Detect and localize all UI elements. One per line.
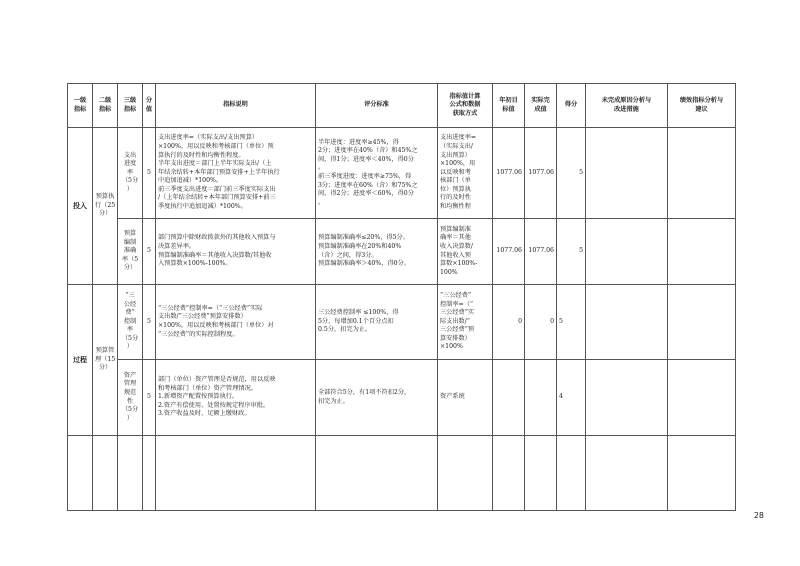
header-l3: 三级 指标: [118, 84, 143, 128]
row-target: [493, 360, 525, 436]
row-target: 0: [493, 285, 525, 360]
header-got: 得分: [557, 84, 586, 128]
table-row-empty: [68, 436, 736, 511]
header-reason: 未完成原因分析与 改进措施: [586, 84, 668, 128]
row-score: 5: [143, 360, 156, 436]
row-reason: [586, 360, 668, 436]
row-target: 1077.06: [493, 219, 525, 285]
header-actual: 实际完 成值: [525, 84, 557, 128]
row-suggest: [668, 360, 736, 436]
row-name: 资产 管理 规范 性 （5分 ）: [118, 360, 143, 436]
row-got: 5: [557, 128, 586, 219]
performance-table: [67, 83, 736, 511]
row-method: 预算编制准 确率＝其他 收入决算数/ 其他收入预 算数×100%- 100%: [438, 219, 493, 285]
row-desc: 支出进度率=（实际支出/支出预算） ×100%，用以反映和考核部门（单位）预 算执行的及时性和均衡性程度。 半年支出进度＝部门上半年实际支出/（上 年结余结转+本年部门预算安排+上半年执行 中追加追减）*100%。 前三季度支出进度＝部门前三季度实际支出 /（上年结余结转+本年部门预算安排+前三 季度执行中追加追减）*100%。: [156, 128, 316, 219]
page-number: 28: [753, 511, 764, 520]
row-method: “三公经费” 控制率=（“ 三公经费”实 际支出数/“ 三公经费”预 算安排数） ×100%: [438, 285, 493, 360]
row-criteria: 全部符合5分，有1项不符扣2分， 扣完为止。: [316, 360, 438, 436]
header-l2: 二级 指标: [93, 84, 118, 128]
row-score: 5: [143, 285, 156, 360]
header-criteria: 评分标准: [316, 84, 438, 128]
level2-budget-exec: 预算执 行（25 分）: [93, 128, 118, 285]
row-criteria: 预算编制准确率≤20%，得5分。 预算编制准确率在20%和40% （含）之间，得3分。 预算编制准确率＞40%，得0分。: [316, 219, 438, 285]
row-got: 4: [557, 360, 586, 436]
row-suggest: [668, 219, 736, 285]
row-reason: [586, 128, 668, 219]
section-process: 过程: [68, 285, 93, 436]
row-actual: 1077.06: [525, 128, 557, 219]
row-suggest: [668, 285, 736, 360]
header-l1: 一级 指标: [68, 84, 93, 128]
section-input: 投入: [68, 128, 93, 285]
row-got: 5: [557, 285, 586, 360]
table-row: [68, 360, 736, 436]
header-target: 年初目 标值: [493, 84, 525, 128]
row-target: 1077.06: [493, 128, 525, 219]
row-actual: 0: [525, 285, 557, 360]
row-desc: “三公经费”控制率=（“三公经费”实际 支出数/“三公经费”预算安排数） ×100%，用以反映和考核部门（单位）对 “三公经费”的实际控制程度。: [156, 285, 316, 360]
table-row: [68, 219, 736, 285]
row-score: 5: [143, 219, 156, 285]
row-reason: [586, 219, 668, 285]
row-name: 预算 编制 准确 率（5 分）: [118, 219, 143, 285]
row-criteria: 三公经费控制率 ≤100%，得 5分，每增加0.1个百分点扣 0.5分，扣完为止。: [316, 285, 438, 360]
row-method: 资产系统: [438, 360, 493, 436]
row-method: 支出进度率= （实际支出/ 支出预算） ×100%，用 以反映和考 核部门（单 位）预算执 行的及时性 和均衡性程: [438, 128, 493, 219]
row-score: 5: [143, 128, 156, 219]
header-row: [68, 84, 736, 128]
header-suggest: 绩效指标分析与 建议: [668, 84, 736, 128]
row-suggest: [668, 128, 736, 219]
header-score: 分 值: [143, 84, 156, 128]
row-desc: 部门（单位）资产管理是否规范，用以反映 和考核部门（单位）资产管理情况。 1.新增资产配置按预算执行。 2.资产有偿使用、处置按规定程序审批。 3.资产收益及时、足额上缴财政。: [156, 360, 316, 436]
header-desc: 指标说明: [156, 84, 316, 128]
row-reason: [586, 285, 668, 360]
row-got: 5: [557, 219, 586, 285]
table-row: [68, 285, 736, 360]
row-name: 支出 进度 率 （5分 ）: [118, 128, 143, 219]
row-criteria: 半年进度：进度率≥45%，得 2分；进度率在40%（含）和45%之 间，得1分；进度率＜40%，得0分 。 前三季度进度：进度率≥75%，得 3分；进度率在60%（含）和75%之 间，得2分；进度率＜60%，得0分 。: [316, 128, 438, 219]
header-method: 指标值计算 公式和数据 获取方式: [438, 84, 493, 128]
level2-budget-mgmt: 预算管 理（15 分）: [93, 285, 118, 436]
row-actual: 1077.06: [525, 219, 557, 285]
row-name: “三 公经 费” 控制 率 （5分 ）: [118, 285, 143, 360]
row-desc: 部门预算中除财政拨款外的其他收入预算与 决算差异率。 预算编制准确率＝其他收入决算数/其他收 入预算数×100%-100%。: [156, 219, 316, 285]
table-row: [68, 128, 736, 219]
row-actual: [525, 360, 557, 436]
